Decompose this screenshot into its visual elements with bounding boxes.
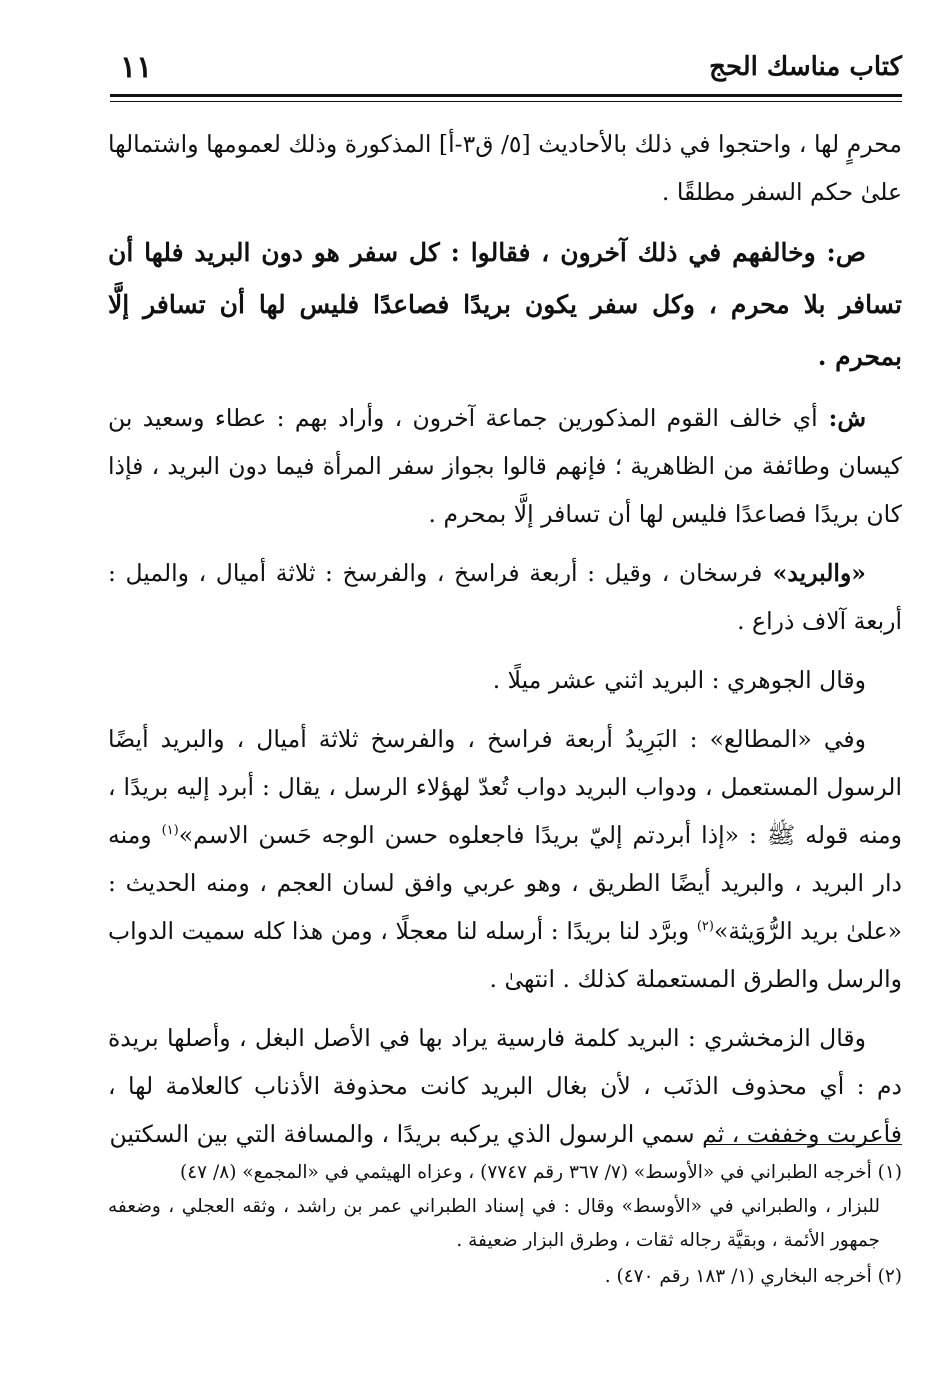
footnote-2 (108, 1260, 902, 1294)
paragraph-lead: ص: (815, 238, 866, 267)
paragraph-text: وفي «المطالع» : البَرِيدُ أربعة فراسخ ، والفرسخ ثلاثة أميال ، والبريد أيضًا الرسول المستعمل ، ودواب البريد دواب تُعدّ لهؤلاء الرسل ، يقال : أبرد إليه بريدًا ، ومنه قوله ﷺ : «إذا أبردتم إليّ بريدًا فاجعلوه حسن الوجه حَسن الاسم» (108, 725, 902, 849)
footnotes (108, 1156, 902, 1296)
paragraph-continuation (108, 120, 902, 216)
paragraph-text: وقال الجوهري : البريد اثني عشر ميلًا . (492, 666, 866, 694)
paragraph-text: محرمٍ لها ، واحتجوا في ذلك بالأحاديث [٥/ ق٣-أ] المذكورة وذلك لعمومها واشتمالها علىٰ حكم السفر مطلقًا . (108, 130, 902, 206)
header-rule-thin (110, 101, 902, 102)
book-title: كتاب مناسك الحج (709, 52, 902, 82)
paragraph-lead: ش: (817, 404, 867, 432)
paragraph-jawhari (108, 656, 902, 704)
paragraph-shin (108, 394, 902, 538)
paragraph-text: وخالفهم في ذلك آخرون ، فقالوا : كل سفر هو دون البريد فلها أن تسافر بلا محرم ، وكل سفر يكون بريدًا فصاعدًا فليس لها أن تسافر إلَّا بمحرم . (108, 238, 902, 371)
paragraph-matali (108, 715, 902, 1003)
paragraph-text: فرسخان ، وقيل : أربعة فراسخ ، والفرسخ : ثلاثة أميال ، والميل : أربعة آلاف ذراع . (108, 559, 902, 635)
footnote-1 (108, 1156, 902, 1258)
paragraph-text: ومنه دار البريد ، والبريد أيضًا الطريق ، وهو عربي وافق لسان العجم ، ومنه الحديث : «علىٰ بريد الرُّوَيثة» (108, 821, 902, 945)
running-header (110, 52, 902, 92)
footnote-text: (١) أخرجه الطبراني في «الأوسط» (٧/ ٣٦٧ رقم ٧٧٤٧) ، وعزاه الهيثمي في «المجمع» (٨/ ٤٧) (180, 1162, 902, 1183)
paragraph-lead: «والبريد» (762, 559, 866, 587)
footnote-ref-2[interactable]: (٢) (696, 919, 714, 935)
footnote-text: (٢) أخرجه البخاري (١/ ١٨٣ رقم ٤٧٠) . (604, 1266, 902, 1287)
header-rule-thick (110, 94, 902, 97)
paragraph-text: وقال الزمخشري : البريد كلمة فارسية يراد بها في الأصل البغل ، وأصلها بريدة دم : أي محذوف الذنَب ، لأن بغال البريد كانت محذوفة الأذناب كالعلامة لها ، فأعربت وخففت ، ثم سمي الرسول الذي يركبه بريدًا ، والمسافة التي بين السكتين (108, 1024, 902, 1148)
paragraph-text: وبرَّد لنا بريدًا : أرسله لنا معجلًا ، ومن هذا كله سميت الدواب والرسل والطرق المستعملة كذلك . انتهىٰ . (108, 917, 902, 993)
paragraph-sad (108, 227, 902, 383)
paragraph-text: أي خالف القوم المذكورين جماعة آخرون ، وأراد بهم : عطاء وسعيد بن كيسان وطائفة من الظاهرية ؛ فإنهم قالوا بجواز سفر المرأة فيما دون البريد ، فإذا كان بريدًا فصاعدًا فليس لها أن تسافر إلَّا بمحرم . (108, 404, 902, 528)
main-text (108, 120, 902, 1169)
paragraph-zamakhshari (108, 1014, 902, 1158)
page-number: ١١ (120, 50, 153, 85)
footnote-continuation: للبزار ، والطبراني في «الأوسط» وقال : في إسناد الطبراني عمر بن راشد ، وثقه العجلي ، وضعفه جمهور الأئمة ، وبقيَّة رجاله ثقات ، وطرق البزار ضعيفة . (108, 1196, 880, 1251)
paragraph-barid (108, 549, 902, 645)
footnote-ref-1[interactable]: (١) (161, 823, 179, 839)
footnote-separator (706, 1144, 902, 1145)
